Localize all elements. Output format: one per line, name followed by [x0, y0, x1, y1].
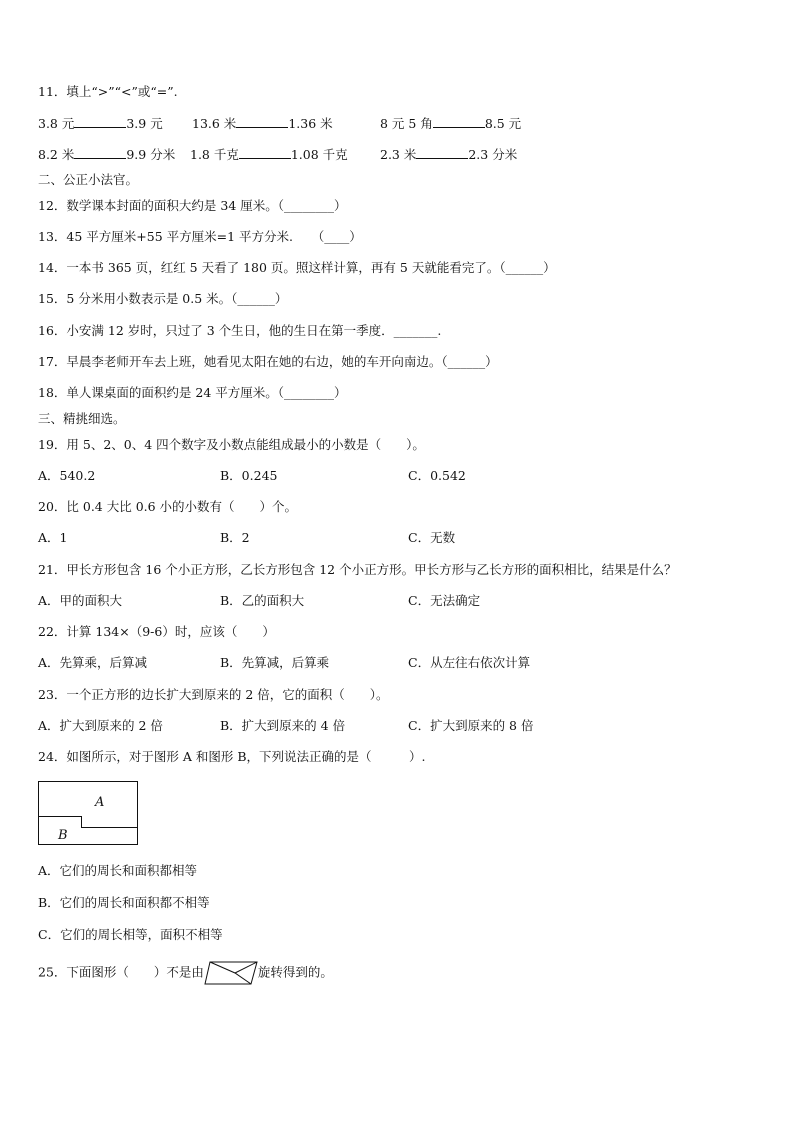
compare-item: 8.2 米 9.9 分米: [38, 147, 176, 162]
option-a[interactable]: A．540.2: [38, 468, 96, 483]
compare-item: 2.3 米 2.3 分米: [380, 147, 518, 162]
answer-blank[interactable]: [74, 115, 126, 128]
option-c[interactable]: C．0.542: [408, 468, 466, 483]
option-b[interactable]: B．扩大到原来的 4 倍: [220, 718, 346, 733]
question-18: 18．单人课桌面的面积约是 24 平方厘米。（________）: [38, 385, 347, 400]
label-a: A: [95, 795, 105, 810]
answer-blank[interactable]: [239, 146, 291, 159]
label-b: B: [58, 828, 68, 843]
option-b[interactable]: B．先算减，后算乘: [220, 655, 330, 670]
option-a[interactable]: A．扩大到原来的 2 倍: [38, 718, 163, 733]
answer-blank[interactable]: [416, 146, 468, 159]
question-17: 17．早晨李老师开车去上班，她看见太阳在她的右边，她的车开向南边。（______）: [38, 354, 498, 369]
question-22-options: [38, 655, 758, 671]
question-16: 16．小安满 12 岁时，只过了 3 个生日，他的生日在第一季度．_______.: [38, 323, 442, 338]
question-19-stem: 19．用 5、2、0、4 四个数字及小数点能组成最小的小数是（ ）。: [38, 437, 425, 452]
question-14: 14．一本书 365 页，红红 5 天看了 180 页。照这样计算，再有 5 天就能看完了。（______）: [38, 260, 556, 275]
question-24-stem: 24．如图所示，对于图形 A 和图形 B，下列说法正确的是（ ）.: [38, 749, 426, 764]
question-23-options: [38, 718, 758, 734]
section-3-heading: 三、精挑细选。: [38, 411, 126, 426]
compare-item: 8 元 5 角 8.5 元: [380, 116, 522, 131]
figure-a-b-diagram: [38, 781, 140, 847]
question-24-option-b[interactable]: B．它们的周长和面积都不相等: [38, 895, 210, 910]
question-22-stem: 22．计算 134×（9-6）时，应该（ ）: [38, 624, 275, 639]
option-a[interactable]: A．1: [38, 530, 68, 545]
question-24-option-c[interactable]: C．它们的周长相等，面积不相等: [38, 927, 223, 942]
option-c[interactable]: C．无法确定: [408, 593, 481, 608]
dividing-line: [39, 817, 138, 828]
compare-item: 1.8 千克 1.08 千克: [190, 147, 348, 162]
question-21-stem: 21．甲长方形包含 16 个小正方形，乙长方形包含 12 个小正方形。甲长方形与乙长方形的面积相比，结果是什么？: [38, 562, 677, 577]
answer-blank[interactable]: [74, 146, 126, 159]
question-11-row-2: [38, 146, 758, 162]
compare-item: 3.8 元 3.9 元: [38, 116, 163, 131]
option-a[interactable]: A．先算乘，后算减: [38, 655, 148, 670]
question-21-options: [38, 593, 758, 609]
option-c[interactable]: C．从左往右依次计算: [408, 655, 531, 670]
question-15: 15．5 分米用小数表示是 0.5 米。（______）: [38, 291, 288, 306]
question-11-row-1: [38, 115, 758, 131]
answer-blank[interactable]: [433, 115, 485, 128]
option-c[interactable]: C．扩大到原来的 8 倍: [408, 718, 534, 733]
option-b[interactable]: B．乙的面积大: [220, 593, 305, 608]
question-24-option-a[interactable]: A．它们的周长和面积都相等: [38, 863, 198, 878]
question-20-stem: 20．比 0.4 大比 0.6 小的小数有（ ）个。: [38, 499, 298, 514]
question-11-stem: 11．填上“>”“<”或“=”.: [38, 84, 178, 99]
option-b[interactable]: B．0.245: [220, 468, 278, 483]
section-2-heading: 二、公正小法官。: [38, 172, 139, 187]
option-a[interactable]: A．甲的面积大: [38, 593, 123, 608]
question-19-options: [38, 468, 758, 484]
question-25-stem: 25．下面图形（ ）不是由 旋转得到的。: [38, 961, 333, 985]
rotation-shape-icon: [204, 961, 258, 985]
option-c[interactable]: C．无数: [408, 530, 456, 545]
answer-blank[interactable]: [236, 115, 288, 128]
question-12: 12．数学课本封面的面积大约是 34 厘米。（________）: [38, 198, 347, 213]
question-20-options: [38, 530, 758, 546]
question-13: 13．45 平方厘米+55 平方厘米=1 平方分米. （____）: [38, 229, 362, 244]
compare-item: 13.6 米 1.36 米: [192, 116, 333, 131]
option-b[interactable]: B．2: [220, 530, 250, 545]
question-23-stem: 23．一个正方形的边长扩大到原来的 2 倍，它的面积（ ）。: [38, 687, 389, 702]
